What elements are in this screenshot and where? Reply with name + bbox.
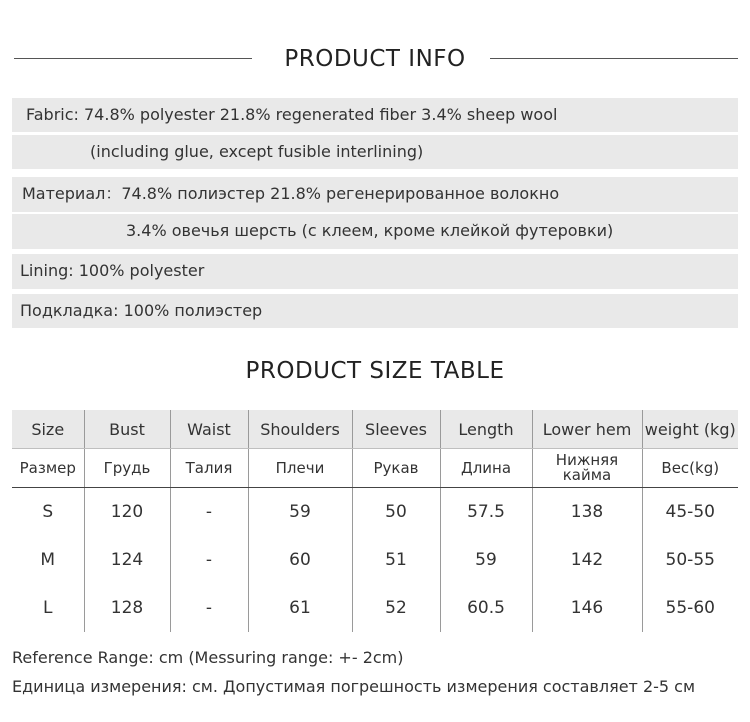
- lining-ru-row: [12, 294, 738, 328]
- cell-sleeves: 50: [352, 488, 440, 537]
- fabric-en-row-1: [12, 98, 738, 132]
- header-ru-waist: Талия: [170, 449, 248, 488]
- reference-range-note: Reference Range: cm (Messuring range: +- 2cm): [12, 648, 404, 667]
- table-row: [12, 488, 738, 537]
- header-waist: Waist: [170, 410, 248, 449]
- cell-waist: -: [170, 584, 248, 632]
- cell-weight: 50-55: [665, 550, 715, 570]
- cell-bust: 120: [84, 488, 170, 537]
- title-divider-right: [490, 58, 738, 59]
- lining-ru-text: Подкладка: 100% полиэстер: [20, 301, 263, 320]
- header-bust: Bust: [84, 410, 170, 449]
- cell-size: L: [12, 584, 84, 632]
- header-length: Length: [440, 410, 532, 449]
- cell-length: 57.5: [440, 488, 532, 537]
- fabric-ru-row-1: [12, 177, 738, 212]
- cell-length: 60.5: [440, 584, 532, 632]
- header-row-ru: [12, 449, 738, 488]
- cell-shoulders: 61: [248, 584, 352, 632]
- cell-shoulders: 59: [248, 488, 352, 537]
- cell-lower-hem: 146: [532, 584, 642, 632]
- cell-size: M: [12, 536, 84, 584]
- fabric-en-row-2: [12, 135, 738, 169]
- fabric-en-subtext: (including glue, except fusible interlining): [90, 142, 424, 161]
- size-table: [12, 410, 738, 632]
- cell-lower-hem: 142: [532, 536, 642, 584]
- cell-shoulders: 60: [248, 536, 352, 584]
- header-ru-size: Размер: [12, 449, 84, 488]
- cell-bust: 128: [84, 584, 170, 632]
- cell-weight: 55-60: [665, 598, 715, 618]
- lining-en-text: Lining: 100% polyester: [20, 261, 205, 280]
- fabric-ru-row-2: [12, 214, 738, 249]
- lining-en-row: [12, 254, 738, 289]
- header-ru-weight: Вес(kg): [642, 449, 738, 488]
- cell-lower-hem: 138: [532, 488, 642, 537]
- cell-weight: 45-50: [665, 502, 715, 522]
- header-ru-length: Длина: [440, 449, 532, 488]
- table-row: [12, 536, 738, 584]
- fabric-ru-text: Материал：74.8% полиэстер 21.8% регенерированное волокно: [22, 184, 560, 203]
- header-ru-lower-hem: Нижняя кайма: [532, 449, 642, 488]
- cell-length: 59: [440, 536, 532, 584]
- product-info-title: PRODUCT INFO: [284, 46, 466, 72]
- header-weight: weight (kg): [642, 410, 738, 449]
- header-ru-shoulders: Плечи: [248, 449, 352, 488]
- measurement-note-ru: Единица измерения: см. Допустимая погрешность измерения составляет 2-5 см: [12, 677, 696, 696]
- header-size: Size: [12, 410, 84, 449]
- cell-size: S: [12, 488, 84, 537]
- header-shoulders: Shoulders: [248, 410, 352, 449]
- fabric-en-text: Fabric: 74.8% polyester 21.8% regenerated fiber 3.4% sheep wool: [26, 105, 558, 124]
- cell-waist: -: [170, 488, 248, 537]
- cell-waist: -: [170, 536, 248, 584]
- cell-sleeves: 51: [352, 536, 440, 584]
- header-ru-sleeves: Рукав: [352, 449, 440, 488]
- header-row-en: [12, 410, 738, 449]
- cell-sleeves: 52: [352, 584, 440, 632]
- fabric-ru-subtext: 3.4% овечья шерсть (с клеем, кроме клейкой футеровки): [126, 221, 614, 240]
- table-row: [12, 584, 738, 632]
- size-table-title: PRODUCT SIZE TABLE: [245, 358, 505, 384]
- header-sleeves: Sleeves: [352, 410, 440, 449]
- cell-bust: 124: [84, 536, 170, 584]
- header-ru-bust: Грудь: [84, 449, 170, 488]
- header-lower-hem: Lower hem: [532, 410, 642, 449]
